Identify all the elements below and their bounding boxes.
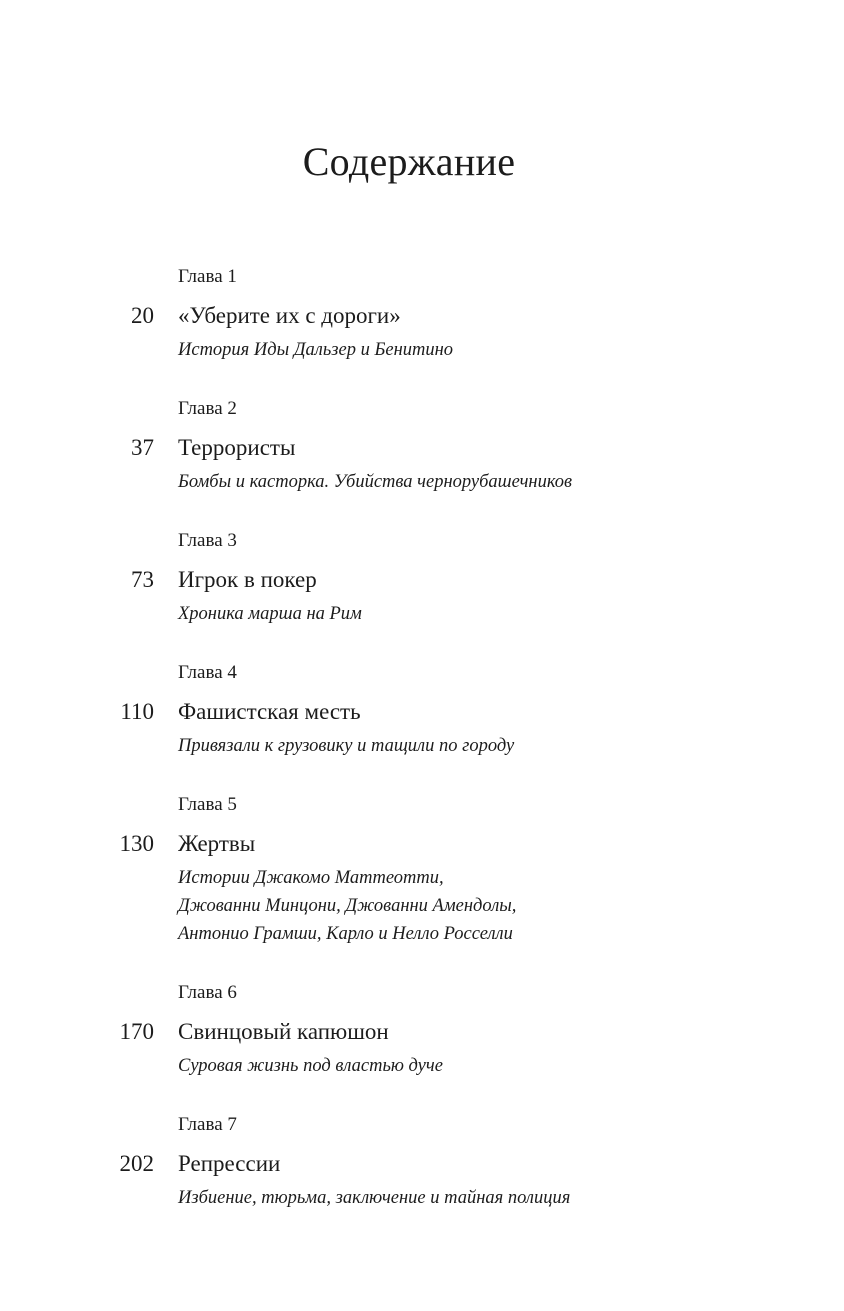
- subtitle-line: История Иды Дальзер и Бенитино: [178, 340, 454, 360]
- page-number: 20: [131, 303, 154, 328]
- chapter-label: Глава 7: [178, 1114, 237, 1135]
- toc-row[interactable]: [0, 432, 844, 464]
- chapter-subtitle: [178, 1184, 844, 1212]
- chapter-label: Глава 6: [178, 982, 237, 1003]
- subtitle-line: Истории Джакомо Маттеотти,: [178, 868, 444, 888]
- page-number: 130: [119, 831, 154, 856]
- page-number: 202: [119, 1151, 154, 1176]
- chapter-title: Репрессии: [178, 1151, 281, 1176]
- page-title: Содержание: [302, 139, 516, 184]
- toc-list: [0, 266, 844, 1246]
- page-number: 37: [131, 435, 154, 460]
- toc-entry: [0, 662, 844, 760]
- toc-entry: [0, 1114, 844, 1212]
- subtitle-line: Джованни Минцони, Джованни Амендолы,: [178, 896, 517, 916]
- chapter-subtitle: [178, 732, 844, 760]
- chapter-title: Фашистская месть: [178, 699, 361, 724]
- subtitle-line: Привязали к грузовику и тащили по городу: [178, 736, 515, 756]
- toc-row[interactable]: [0, 696, 844, 728]
- toc-row[interactable]: [0, 1016, 844, 1048]
- subtitle-line: Суровая жизнь под властью дуче: [178, 1056, 443, 1076]
- chapter-label: Глава 5: [178, 794, 237, 815]
- toc-row[interactable]: [0, 1148, 844, 1180]
- toc-row[interactable]: [0, 300, 844, 332]
- chapter-subtitle: [178, 864, 844, 948]
- chapter-subtitle: [178, 336, 844, 364]
- chapter-title: Жертвы: [178, 831, 256, 856]
- toc-entry: [0, 794, 844, 948]
- chapter-title: «Уберите их с дороги»: [178, 303, 401, 328]
- toc-entry: [0, 982, 844, 1080]
- subtitle-line: Антонио Грамши, Карло и Нелло Росселли: [178, 924, 513, 944]
- toc-entry: [0, 398, 844, 496]
- subtitle-line: Избиение, тюрьма, заключение и тайная полиция: [178, 1188, 571, 1208]
- subtitle-line: Бомбы и касторка. Убийства чернорубашечников: [178, 472, 573, 492]
- chapter-label: Глава 4: [178, 662, 237, 683]
- subtitle-line: Хроника марша на Рим: [178, 604, 362, 624]
- toc-entry: [0, 266, 844, 364]
- toc-row[interactable]: [0, 564, 844, 596]
- chapter-subtitle: [178, 1052, 844, 1080]
- chapter-title: Террористы: [178, 435, 296, 460]
- toc-entry: [0, 530, 844, 628]
- chapter-subtitle: [178, 468, 844, 496]
- page-number: 110: [120, 699, 154, 724]
- chapter-label: Глава 2: [178, 398, 237, 419]
- chapter-title: Свинцовый капюшон: [178, 1019, 389, 1044]
- chapter-subtitle: [178, 600, 844, 628]
- chapter-label: Глава 3: [178, 530, 237, 551]
- chapter-label: Глава 1: [178, 266, 237, 287]
- chapter-title: Игрок в покер: [178, 567, 317, 592]
- page-number: 73: [131, 567, 154, 592]
- page-number: 170: [119, 1019, 154, 1044]
- toc-row[interactable]: [0, 828, 844, 860]
